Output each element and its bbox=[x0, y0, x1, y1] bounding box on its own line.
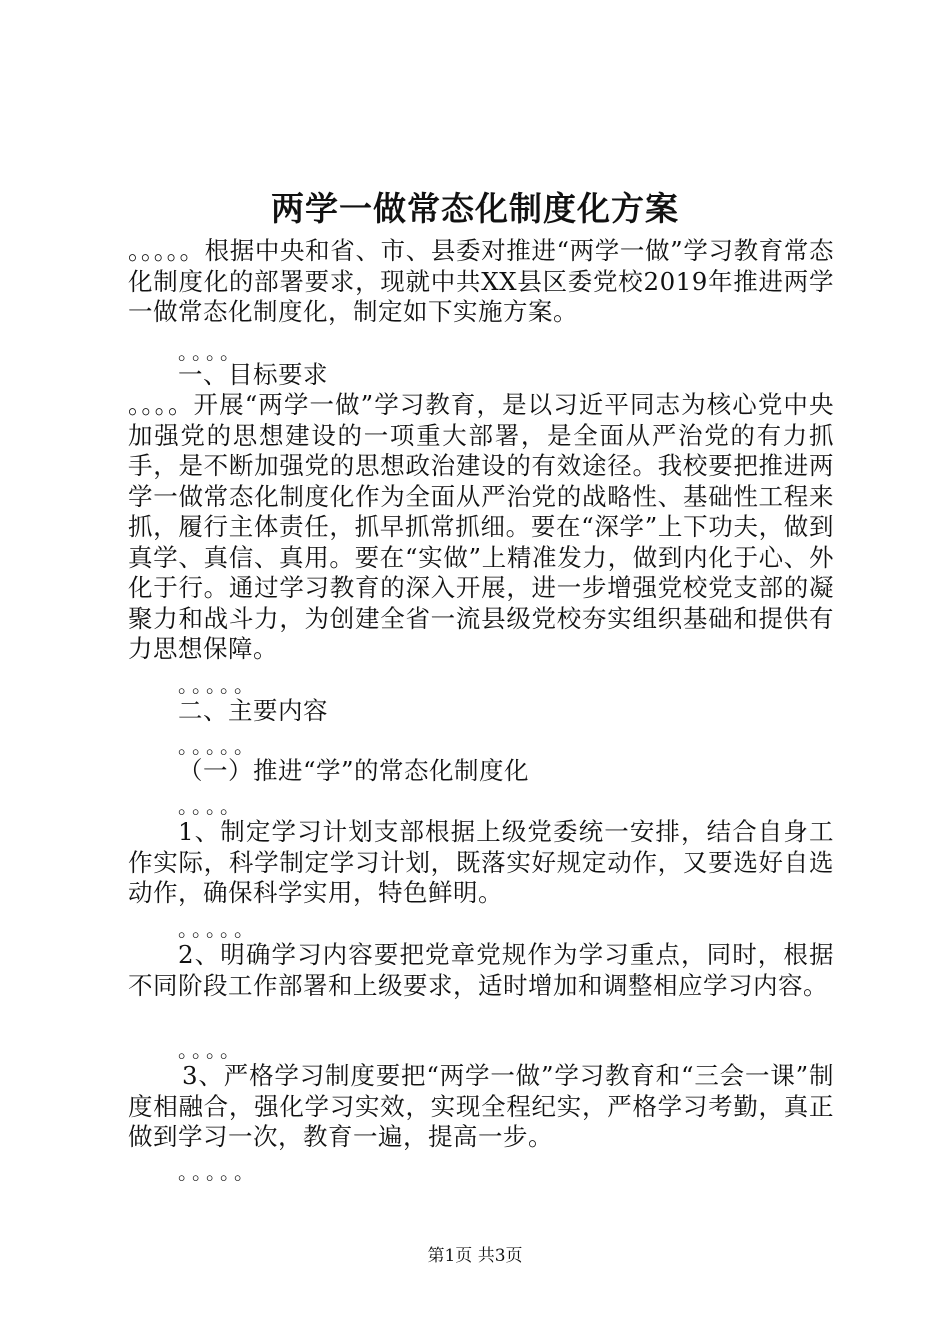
item-3-paragraph: 3、严格学习制度要把“两学一做”学习教育和“三会一课”制度相融合，强化学习实效，实现全程纪实，严格学习考勤，真正做到学习一次，教育一遍，提高一步。 bbox=[128, 1061, 834, 1151]
item-2-paragraph: 2、明确学习内容要把党章党规作为学习重点，同时，根据不同阶段工作部署和上级要求，适时增加和调整相应学习内容。 bbox=[128, 940, 834, 1000]
dot-row: 。。。。。 bbox=[178, 673, 258, 697]
dot-row: 。。。。 bbox=[178, 1038, 244, 1062]
intro-paragraph: 。。。。。根据中央和省、市、县委对推进“两学一做”学习教育常态化制度化的部署要求，现就中共XX县区委党校2019年推进两学一做常态化制度化，制定如下实施方案。 bbox=[128, 236, 834, 326]
dot-row: 。。。。。 bbox=[178, 734, 258, 758]
section-heading-goals: 一、目标要求 bbox=[178, 360, 328, 389]
page-number: 第1页 共3页 bbox=[427, 1246, 523, 1266]
goals-paragraph: 。。。。开展“两学一做”学习教育，是以习近平同志为核心党中央加强党的思想建设的一项重大部署，是全面从严治党的有力抓手，是不断加强党的思想政治建设的有效途径。我校要把推进两学一做常态化制度化作为全面从严治党的战略性、基础性工程来抓，履行主体责任，抓早抓常抓细。要在“深学”上下功夫，做到真学、真信、真用。要在“实做”上精准发力，做到内化于心、外化于行。通过学习教育的深入开展，进一步增强党校党支部的凝聚力和战斗力，为创建全省一流县级党校夯实组织基础和提供有力思想保障。 bbox=[128, 390, 834, 663]
item-1-paragraph: 1、制定学习计划支部根据上级党委统一安排，结合自身工作实际，科学制定学习计划，既落实好规定动作，又要选好自选动作，确保科学实用，特色鲜明。 bbox=[128, 817, 834, 907]
document-title: 两学一做常态化制度化方案 bbox=[271, 189, 679, 228]
dot-row: 。。。。。 bbox=[178, 1160, 258, 1184]
dot-row: 。。。。 bbox=[178, 794, 244, 818]
section-heading-content: 二、主要内容 bbox=[178, 696, 328, 725]
dot-row: 。。。。 bbox=[178, 340, 244, 364]
dot-row: 。。。。。 bbox=[178, 917, 258, 941]
subsection-heading-study: （一）推进“学”的常态化制度化 bbox=[178, 756, 530, 785]
